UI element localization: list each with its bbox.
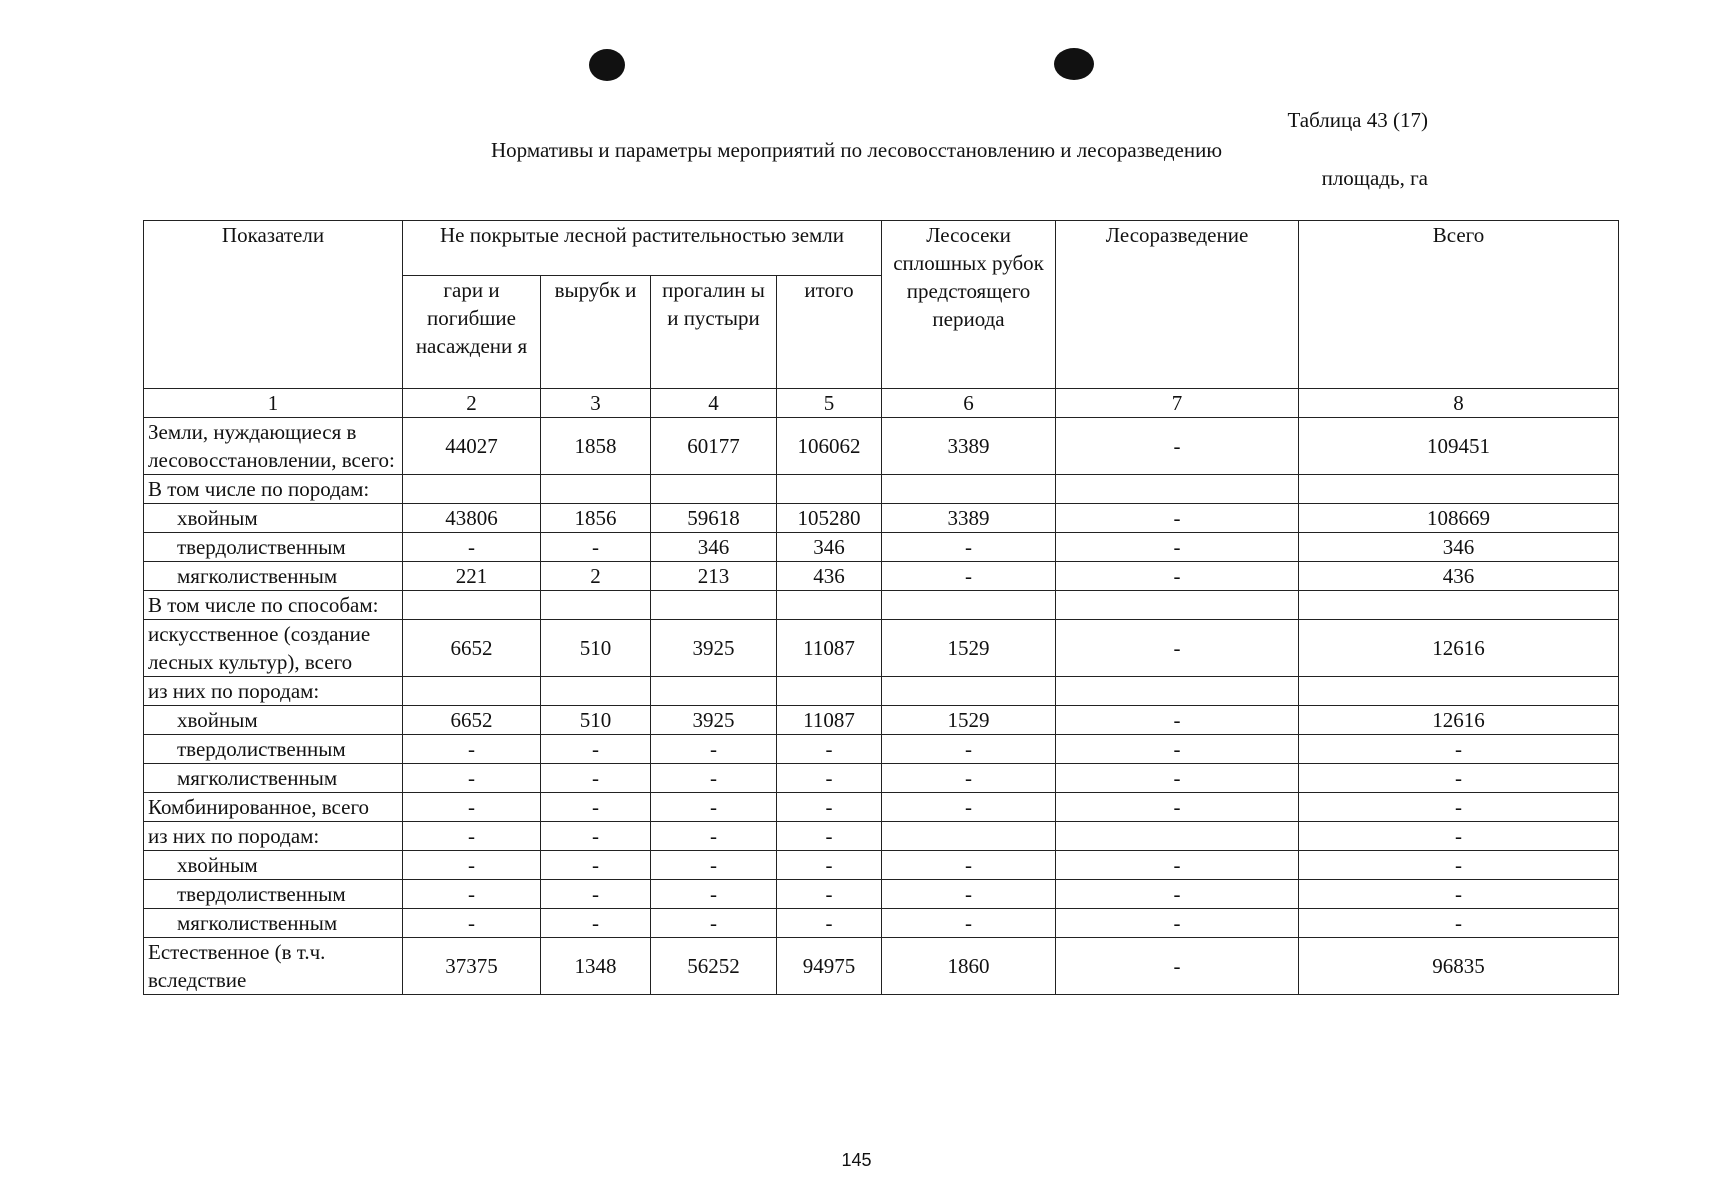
header-afforestation: Лесоразведение [1056, 221, 1299, 389]
table-cell: - [1299, 909, 1619, 938]
table-cell: - [1299, 793, 1619, 822]
table-cell: - [882, 793, 1056, 822]
table-cell: 510 [541, 620, 651, 677]
table-cell: 3389 [882, 418, 1056, 475]
table-cell: - [541, 909, 651, 938]
row-label: Комбинированное, всего [144, 793, 403, 822]
row-label: из них по породам: [144, 822, 403, 851]
table-row [144, 822, 1619, 851]
row-label: мягколиственным [144, 909, 403, 938]
column-number: 2 [403, 389, 541, 418]
table-row [144, 735, 1619, 764]
table-cell: - [403, 793, 541, 822]
table-cell: - [882, 533, 1056, 562]
table-cell: - [1056, 504, 1299, 533]
table-cell [882, 475, 1056, 504]
table-cell: - [882, 764, 1056, 793]
table-cell: - [403, 735, 541, 764]
table-cell: - [651, 851, 777, 880]
table-cell [651, 677, 777, 706]
row-label: хвойным [144, 851, 403, 880]
table-cell [403, 677, 541, 706]
table-cell: - [1056, 533, 1299, 562]
table-cell: - [1299, 880, 1619, 909]
row-label: твердолиственным [144, 533, 403, 562]
table-cell: - [1056, 620, 1299, 677]
row-label: мягколиственным [144, 562, 403, 591]
table-cell [651, 591, 777, 620]
table-cell: - [651, 764, 777, 793]
table-cell: - [1056, 793, 1299, 822]
table-cell: - [1056, 764, 1299, 793]
table-cell: 12616 [1299, 706, 1619, 735]
table-cell [1299, 677, 1619, 706]
table-cell: 106062 [777, 418, 882, 475]
norms-table [143, 220, 1619, 995]
header-cutting-areas: Лесосеки сплошных рубок предстоящего периода [882, 221, 1056, 389]
table-cell: - [882, 880, 1056, 909]
column-numbers-row [144, 389, 1619, 418]
table-cell: 6652 [403, 706, 541, 735]
table-cell [1056, 822, 1299, 851]
table-cell: 213 [651, 562, 777, 591]
table-row [144, 880, 1619, 909]
page-title: Нормативы и параметры мероприятий по лесовосстановлению и лесоразведению [490, 138, 1223, 162]
table-cell: - [403, 764, 541, 793]
table-cell: 436 [1299, 562, 1619, 591]
table-cell [1299, 475, 1619, 504]
table-row [144, 764, 1619, 793]
table-cell: - [1056, 880, 1299, 909]
table-cell: 105280 [777, 504, 882, 533]
table-cell: 94975 [777, 938, 882, 995]
header-subtotal: итого [777, 276, 882, 389]
table-cell: - [882, 909, 1056, 938]
table-cell: - [541, 880, 651, 909]
table-cell: - [882, 851, 1056, 880]
column-number: 1 [144, 389, 403, 418]
table-cell: 1529 [882, 620, 1056, 677]
table-cell: - [1056, 562, 1299, 591]
header-glades: прогалин ы и пустыри [651, 276, 777, 389]
table-cell: - [651, 909, 777, 938]
table-cell: - [1299, 764, 1619, 793]
header-total: Всего [1299, 221, 1619, 389]
row-label: Естественное (в т.ч. вследствие [144, 938, 403, 995]
table-cell: 221 [403, 562, 541, 591]
table-cell: - [1056, 418, 1299, 475]
table-cell: 3389 [882, 504, 1056, 533]
ink-blot-left [589, 49, 625, 81]
table-row [144, 475, 1619, 504]
table-cell: 12616 [1299, 620, 1619, 677]
table-cell: - [1056, 851, 1299, 880]
table-cell: - [777, 851, 882, 880]
row-label: из них по породам: [144, 677, 403, 706]
header-burns: гари и погибшие насаждени я [403, 276, 541, 389]
table-cell: 11087 [777, 706, 882, 735]
table-cell: - [1056, 735, 1299, 764]
table-cell: 6652 [403, 620, 541, 677]
row-label: хвойным [144, 706, 403, 735]
table-cell: - [1056, 706, 1299, 735]
table-cell: 346 [651, 533, 777, 562]
table-row [144, 562, 1619, 591]
table-cell: - [777, 822, 882, 851]
column-number: 3 [541, 389, 651, 418]
table-cell: - [1056, 938, 1299, 995]
table-cell [541, 677, 651, 706]
table-cell: 60177 [651, 418, 777, 475]
table-cell: - [403, 851, 541, 880]
table-cell: - [541, 822, 651, 851]
table-cell [777, 475, 882, 504]
table-cell: - [541, 764, 651, 793]
table-row [144, 909, 1619, 938]
table-row [144, 938, 1619, 995]
table-cell: - [1299, 822, 1619, 851]
table-cell [403, 591, 541, 620]
table-cell: - [403, 822, 541, 851]
table-cell: - [777, 764, 882, 793]
table-cell: - [1299, 851, 1619, 880]
table-cell: - [651, 880, 777, 909]
header-not-covered-group: Не покрытые лесной растительностью земли [403, 221, 882, 276]
table-cell [777, 677, 882, 706]
table-cell [882, 677, 1056, 706]
column-number: 7 [1056, 389, 1299, 418]
table-cell: - [777, 793, 882, 822]
table-number: Таблица 43 (17) [1287, 108, 1428, 132]
table-row [144, 591, 1619, 620]
table-cell: - [541, 533, 651, 562]
table-cell: 1348 [541, 938, 651, 995]
table-row [144, 677, 1619, 706]
table-cell: 96835 [1299, 938, 1619, 995]
table-cell [541, 591, 651, 620]
table-cell: - [1056, 909, 1299, 938]
table-cell [651, 475, 777, 504]
table-row [144, 533, 1619, 562]
header-clearings: вырубк и [541, 276, 651, 389]
table-cell: - [777, 735, 882, 764]
table-cell: - [1299, 735, 1619, 764]
table-cell [882, 822, 1056, 851]
table-cell: - [651, 735, 777, 764]
table-cell: - [403, 533, 541, 562]
table-cell: 3925 [651, 620, 777, 677]
table-cell: 56252 [651, 938, 777, 995]
table-row [144, 793, 1619, 822]
table-cell: 44027 [403, 418, 541, 475]
table-cell: 2 [541, 562, 651, 591]
table-cell: 1860 [882, 938, 1056, 995]
column-number: 5 [777, 389, 882, 418]
table-cell: 109451 [1299, 418, 1619, 475]
table-cell [541, 475, 651, 504]
table-cell: 11087 [777, 620, 882, 677]
row-label: В том числе по породам: [144, 475, 403, 504]
table-row [144, 620, 1619, 677]
row-label: твердолиственным [144, 735, 403, 764]
table-cell: - [777, 880, 882, 909]
table-cell: 436 [777, 562, 882, 591]
table-cell: - [403, 909, 541, 938]
row-label: хвойным [144, 504, 403, 533]
table-cell [1056, 677, 1299, 706]
column-number: 6 [882, 389, 1056, 418]
table-cell: 59618 [651, 504, 777, 533]
table-cell [882, 591, 1056, 620]
table-cell: 1856 [541, 504, 651, 533]
table-cell: - [541, 793, 651, 822]
row-label: В том числе по способам: [144, 591, 403, 620]
row-label: мягколиственным [144, 764, 403, 793]
table-cell: - [541, 851, 651, 880]
row-label: искусственное (создание лесных культур), всего [144, 620, 403, 677]
ink-blot-right [1054, 48, 1094, 80]
table-row [144, 706, 1619, 735]
header-indicators: Показатели [144, 221, 403, 389]
table-cell: - [777, 909, 882, 938]
table-cell: - [882, 735, 1056, 764]
column-number: 4 [651, 389, 777, 418]
table-cell: 1858 [541, 418, 651, 475]
page-number: 145 [841, 1150, 872, 1170]
table-row [144, 851, 1619, 880]
table-cell: 346 [777, 533, 882, 562]
table-cell: - [882, 562, 1056, 591]
table-cell: - [651, 822, 777, 851]
table-cell: 510 [541, 706, 651, 735]
table-cell: 346 [1299, 533, 1619, 562]
table-cell [1056, 591, 1299, 620]
row-label: твердолиственным [144, 880, 403, 909]
table-cell [1299, 591, 1619, 620]
table-row [144, 504, 1619, 533]
column-number: 8 [1299, 389, 1619, 418]
unit-label: площадь, га [1321, 166, 1428, 190]
table-cell: 43806 [403, 504, 541, 533]
table-cell: - [403, 880, 541, 909]
table-cell: 37375 [403, 938, 541, 995]
table-row [144, 418, 1619, 475]
table-cell: 1529 [882, 706, 1056, 735]
table-cell [777, 591, 882, 620]
table-cell: - [541, 735, 651, 764]
table-cell: 108669 [1299, 504, 1619, 533]
table-cell: 3925 [651, 706, 777, 735]
table-cell: - [651, 793, 777, 822]
table-cell [1056, 475, 1299, 504]
table-cell [403, 475, 541, 504]
row-label: Земли, нуждающиеся в лесовосстановлении, всего: [144, 418, 403, 475]
